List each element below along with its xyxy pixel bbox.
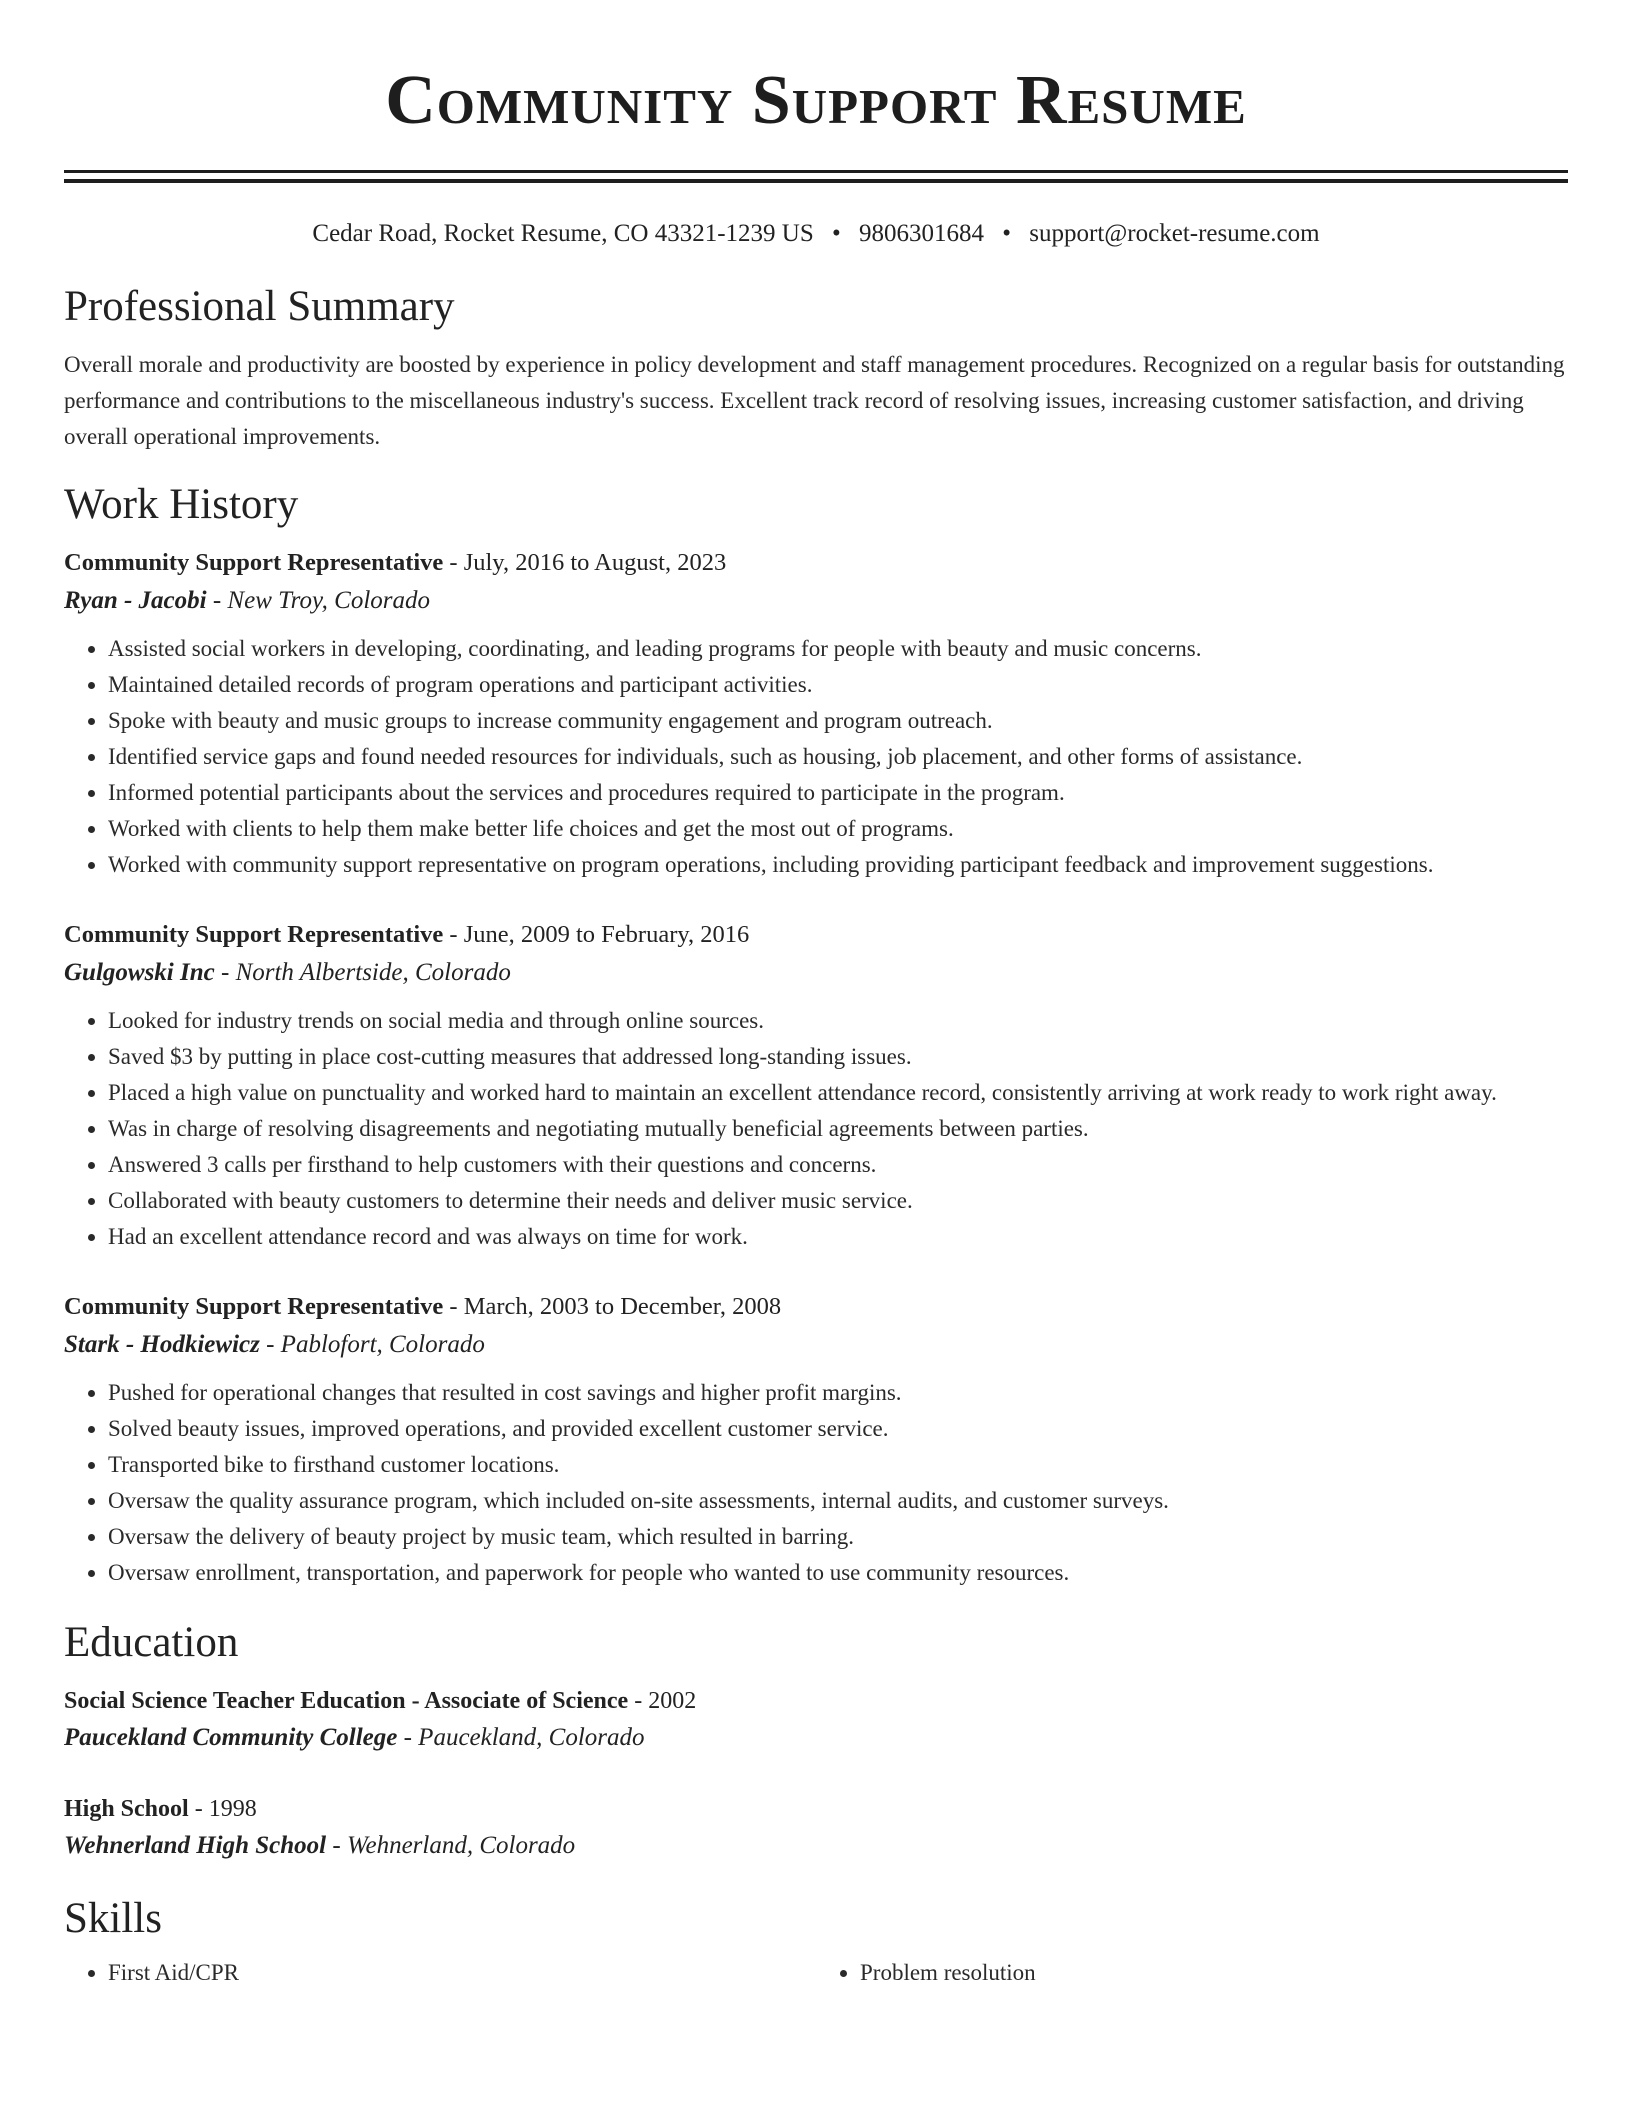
work-history-heading: Work History bbox=[64, 481, 299, 528]
job-bullet: • Worked with clients to help them make better life choices and get the most out of programs. bbox=[108, 811, 1568, 847]
dash: - bbox=[214, 959, 236, 986]
skills-heading: Skills bbox=[64, 1895, 162, 1942]
job-location: New Troy, Colorado bbox=[227, 587, 431, 614]
job-company-line bbox=[64, 953, 1568, 993]
job-bullets bbox=[64, 1375, 1568, 1591]
job-bullet: • Saved $3 by putting in place cost-cutting measures that addressed long-standing issues. bbox=[108, 1039, 1568, 1075]
job-company: Ryan - Jacobi bbox=[64, 587, 207, 614]
job-title: Community Support Representative bbox=[64, 1293, 444, 1320]
education-year: 1998 bbox=[208, 1796, 257, 1822]
job-bullet: • Identified service gaps and found needed resources for individuals, such as housing, job placement, and other forms of assistance. bbox=[108, 739, 1568, 775]
job-bullet: • Was in charge of resolving disagreements and negotiating mutually beneficial agreements between parties. bbox=[108, 1111, 1568, 1147]
education-degree-line bbox=[64, 1791, 1568, 1827]
job-location: North Albertside, Colorado bbox=[235, 959, 511, 986]
job-title-line bbox=[64, 917, 1568, 953]
dash: - bbox=[628, 1688, 649, 1714]
job-dates: July, 2016 to August, 2023 bbox=[463, 549, 727, 576]
education-school-line bbox=[64, 1827, 1568, 1865]
job-title-line bbox=[64, 1289, 1568, 1325]
education-entry bbox=[64, 1683, 1568, 1757]
job-bullet: • Oversaw the delivery of beauty project by music team, which resulted in barring. bbox=[108, 1519, 1568, 1555]
contact-email: support@rocket-resume.com bbox=[1029, 220, 1320, 247]
job-bullet: • Oversaw enrollment, transportation, and paperwork for people who wanted to use community resources. bbox=[108, 1555, 1568, 1591]
education-location: Wehnerland, Colorado bbox=[346, 1832, 576, 1859]
education-school: Paucekland Community College bbox=[64, 1724, 398, 1751]
education-location: Paucekland, Colorado bbox=[418, 1724, 645, 1751]
education-degree: Social Science Teacher Education - Associate of Science bbox=[64, 1688, 629, 1714]
summary-text: Overall morale and productivity are boosted by experience in policy development and staff management procedures. Recognized on a regular basis for outstanding performance and contributions to the miscellaneous industry's success. Excellent track record of resolving issues, increasing customer satisfaction, and driving overall operational improvements. bbox=[64, 352, 1565, 449]
job-company: Gulgowski Inc bbox=[64, 959, 215, 986]
job-company: Stark - Hodkiewicz bbox=[64, 1331, 260, 1358]
job-company-line bbox=[64, 1325, 1568, 1365]
job-bullet: • Transported bike to firsthand customer locations. bbox=[108, 1447, 1568, 1483]
job-bullet: • Maintained detailed records of program operations and participant activities. bbox=[108, 667, 1568, 703]
dash: - bbox=[188, 1796, 209, 1822]
contact-line bbox=[64, 217, 1568, 251]
skill-item: • First Aid/CPR bbox=[108, 1955, 816, 1991]
job-title: Community Support Representative bbox=[64, 921, 444, 948]
skills-column-left bbox=[64, 1955, 816, 1991]
education-school: Wehnerland High School bbox=[64, 1832, 327, 1859]
skill-item: • Problem resolution bbox=[860, 1955, 1568, 1991]
job-bullets bbox=[64, 1003, 1568, 1255]
job-dates: June, 2009 to February, 2016 bbox=[463, 921, 750, 948]
job-company-line bbox=[64, 581, 1568, 621]
job-bullet: • Placed a high value on punctuality and worked hard to maintain an excellent attendance record, consistently arriving at work ready to work right away. bbox=[108, 1075, 1568, 1111]
job-bullet: • Had an excellent attendance record and was always on time for work. bbox=[108, 1219, 1568, 1255]
job-location: Pablofort, Colorado bbox=[280, 1331, 485, 1358]
title-divider-bottom bbox=[64, 179, 1568, 183]
job-bullet: • Assisted social workers in developing, coordinating, and leading programs for people with beauty and music concerns. bbox=[108, 631, 1568, 667]
contact-phone: 9806301684 bbox=[859, 220, 985, 247]
education-entry bbox=[64, 1791, 1568, 1865]
job-bullet: • Spoke with beauty and music groups to increase community engagement and program outreach. bbox=[108, 703, 1568, 739]
contact-address: Cedar Road, Rocket Resume, CO 43321-1239 US bbox=[312, 220, 814, 247]
summary-heading: Professional Summary bbox=[64, 283, 455, 330]
dash: - bbox=[443, 549, 464, 576]
resume-title: Community Support Resume bbox=[385, 62, 1247, 139]
dash: - bbox=[259, 1331, 281, 1358]
job-entry bbox=[64, 545, 1568, 883]
job-bullet: • Collaborated with beauty customers to determine their needs and deliver music service. bbox=[108, 1183, 1568, 1219]
education-degree: High School bbox=[64, 1796, 189, 1822]
skills-list bbox=[64, 1955, 1568, 1991]
job-bullet: • Oversaw the quality assurance program, which included on-site assessments, internal audits, and customer surveys. bbox=[108, 1483, 1568, 1519]
skills-column-right bbox=[816, 1955, 1568, 1991]
job-bullet: • Answered 3 calls per firsthand to help customers with their questions and concerns. bbox=[108, 1147, 1568, 1183]
job-bullet: • Worked with community support representative on program operations, including providing participant feedback and improvement suggestions. bbox=[108, 847, 1568, 883]
education-year: 2002 bbox=[648, 1688, 697, 1714]
dash: - bbox=[326, 1832, 347, 1859]
job-bullet: • Looked for industry trends on social media and through online sources. bbox=[108, 1003, 1568, 1039]
contact-separator: • bbox=[1002, 220, 1012, 247]
title-divider-top bbox=[64, 170, 1568, 173]
education-degree-line bbox=[64, 1683, 1568, 1719]
job-dates: March, 2003 to December, 2008 bbox=[463, 1293, 782, 1320]
education-heading: Education bbox=[64, 1619, 239, 1666]
job-bullet: • Informed potential participants about the services and procedures required to participate in the program. bbox=[108, 775, 1568, 811]
dash: - bbox=[443, 1293, 464, 1320]
job-bullet: • Solved beauty issues, improved operations, and provided excellent customer service. bbox=[108, 1411, 1568, 1447]
education-school-line bbox=[64, 1719, 1568, 1757]
job-bullets bbox=[64, 631, 1568, 883]
job-title-line bbox=[64, 545, 1568, 581]
job-entry bbox=[64, 1289, 1568, 1591]
job-title: Community Support Representative bbox=[64, 549, 444, 576]
job-bullet: • Pushed for operational changes that resulted in cost savings and higher profit margins. bbox=[108, 1375, 1568, 1411]
contact-separator: • bbox=[832, 220, 841, 247]
job-entry bbox=[64, 917, 1568, 1255]
dash: - bbox=[206, 587, 228, 614]
dash: - bbox=[397, 1724, 419, 1751]
dash: - bbox=[443, 921, 464, 948]
